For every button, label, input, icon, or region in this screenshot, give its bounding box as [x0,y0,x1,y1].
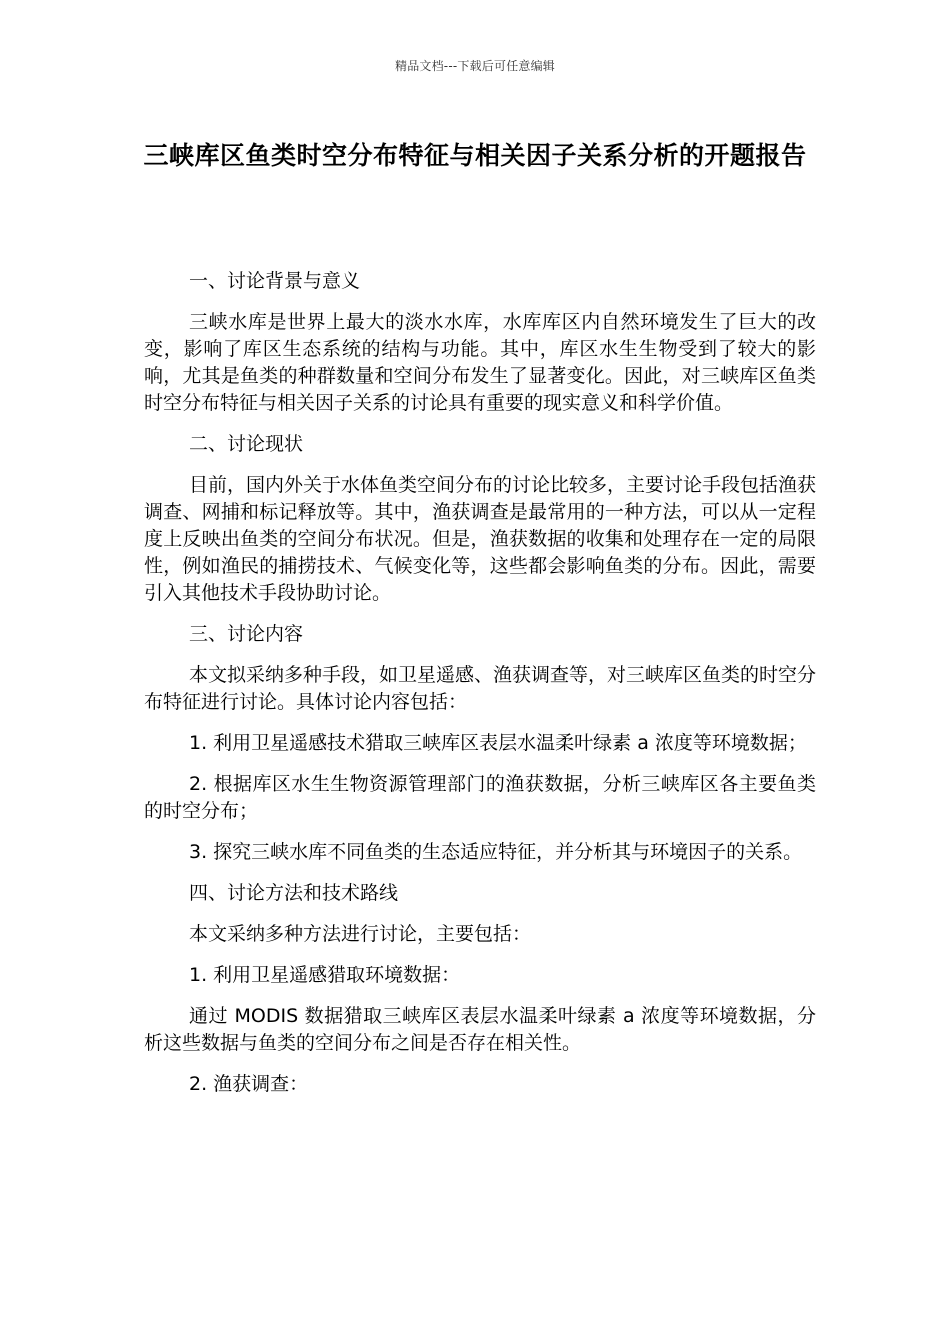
document-title: 三峡库区鱼类时空分布特征与相关因子关系分析的开题报告 [143,141,807,170]
paragraph: 本文采纳多种方法进行讨论，主要包括： [189,923,532,945]
section-heading: 四、讨论方法和技术路线 [189,882,399,904]
section-heading: 二、讨论现状 [189,433,304,455]
paragraph: 三峡水库是世界上最大的淡水水库，水库库区内自然环境发生了巨大的改变，影响了库区生态系统的结构与功能。其中，库区水生生物受到了较大的影响，尤其是鱼类的种群数量和空间分布发生了显著变化。因此，对三峡库区鱼类时空分布特征与相关因子关系的讨论具有重要的现实意义和科学价值。 [144,311,816,414]
list-item: 1. 利用卫星遥感技术猎取三峡库区表层水温柔叶绿素 a 浓度等环境数据； [189,732,807,754]
list-item: 2. 根据库区水生生物资源管理部门的渔获数据，分析三峡库区各主要鱼类的时空分布； [144,773,816,822]
list-item: 2. 渔获调查： [189,1073,309,1095]
list-item: 1. 利用卫星遥感猎取环境数据： [189,964,461,986]
document-body [144,268,816,1112]
section-heading: 三、讨论内容 [189,623,304,645]
section-heading: 一、讨论背景与意义 [189,270,361,292]
paragraph: 通过 MODIS 数据猎取三峡库区表层水温柔叶绿素 a 浓度等环境数据，分析这些数据与鱼类的空间分布之间是否存在相关性。 [144,1005,816,1054]
paragraph: 本文拟采纳多种手段，如卫星遥感、渔获调查等，对三峡库区鱼类的时空分布特征进行讨论。具体讨论内容包括： [144,664,817,713]
page-header: 精品文档---下载后可任意编辑 [395,59,555,73]
paragraph: 目前，国内外关于水体鱼类空间分布的讨论比较多，主要讨论手段包括渔获调查、网捕和标记释放等。其中，渔获调查是最常用的一种方法，可以从一定程度上反映出鱼类的空间分布状况。但是，渔获数据的收集和处理存在一定的局限性，例如渔民的捕捞技术、气候变化等，这些都会影响鱼类的分布。因此，需要引入其他技术手段协助讨论。 [144,474,817,604]
list-item: 3. 探究三峡水库不同鱼类的生态适应特征，并分析其与环境因子的关系。 [189,841,803,863]
